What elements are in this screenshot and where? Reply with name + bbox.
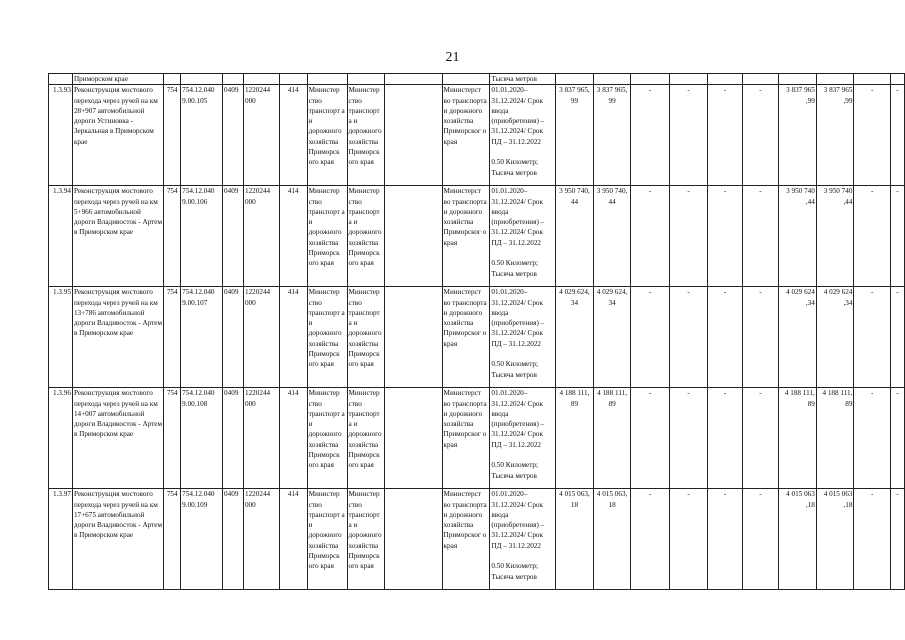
organization-cell: Министерст во транспорта и дорожного хозяйства Приморског о края (442, 489, 490, 590)
amount-cell: 4 015 063 ,18 (816, 489, 854, 590)
amount-cell: 3 837 965 ,99 (779, 85, 817, 186)
organization-cell: Министер ство транспорт а и дорожного хозяйства Приморск ого края (307, 388, 347, 489)
table-row (49, 388, 905, 489)
row-number-cell: 1.3.96 (49, 388, 73, 489)
organization-cell: Министер ство транспорт а и дорожного хозяйства Приморск ого края (347, 85, 385, 186)
dash-cell: - (669, 85, 707, 186)
code-cell: 1220244 000 (243, 287, 279, 388)
code-cell: 0409 (223, 287, 244, 388)
code-cell: 0409 (223, 186, 244, 287)
dash-cell: - (669, 388, 707, 489)
amount-cell: 4 029 624, 34 (593, 287, 631, 388)
organization-cell: Министер ство транспорт а и дорожного хозяйства Приморск ого края (307, 489, 347, 590)
row-number-cell: 1.3.97 (49, 489, 73, 590)
dash-cell: - (890, 85, 904, 186)
code-cell: 414 (279, 186, 307, 287)
amount-cell: 4 188 111, 89 (593, 388, 631, 489)
amount-cell: 4 029 624 ,34 (816, 287, 854, 388)
amount-cell: 4 015 063, 18 (556, 489, 594, 590)
amount-cell: 4 188 111, 89 (816, 388, 854, 489)
object-name-cell: Реконструкция мостового перехода через ручей на км 28+907 автомобильной дороги Устиновка - Зеркальная в Приморском крае (72, 85, 163, 186)
code-cell: 414 (279, 287, 307, 388)
code-cell: 754.12.040 9.00.105 (181, 85, 223, 186)
code-cell: 414 (279, 85, 307, 186)
dash-cell: - (708, 287, 743, 388)
dash-cell: - (854, 489, 890, 590)
object-name-cell: Реконструкция мостового перехода через ручей на км 14+007 автомобильной дороги Владивосток - Артем в Приморском крае (72, 388, 163, 489)
period-cell: 01.01.2020– 31.12.2024/ Срок ввода (приобретения) – 31.12.2024/ Срок ПД – 31.12.2022 0.50 Километр; Тысяча метров (490, 388, 556, 489)
dash-cell: - (631, 186, 669, 287)
dash-cell: - (708, 186, 743, 287)
period-cell: 01.01.2020– 31.12.2024/ Срок ввода (приобретения) – 31.12.2024/ Срок ПД – 31.12.2022 0.50 Километр; Тысяча метров (490, 186, 556, 287)
code-cell: 754 (164, 489, 181, 590)
code-cell: 1220244 000 (243, 85, 279, 186)
table-row (49, 186, 905, 287)
table-row (49, 74, 905, 85)
object-name-cell: Реконструкция мостового перехода через ручей на км 17+675 автомобильной дороги Владивосток - Артем в Приморском крае (72, 489, 163, 590)
amount-cell: 3 837 965, 99 (593, 85, 631, 186)
organization-cell: Министер ство транспорт а и дорожного хозяйства Приморск ого края (307, 85, 347, 186)
organization-cell: Министер ство транспорт а и дорожного хозяйства Приморск ого края (347, 287, 385, 388)
code-cell: 414 (279, 489, 307, 590)
organization-cell: Министер ство транспорт а и дорожного хозяйства Приморск ого края (347, 186, 385, 287)
organization-cell: Министерст во транспорта и дорожного хозяйства Приморског о края (442, 186, 490, 287)
amount-cell: 4 029 624 ,34 (779, 287, 817, 388)
code-cell: 1220244 000 (243, 186, 279, 287)
table-row (49, 85, 905, 186)
organization-cell: Министерст во транспорта и дорожного хозяйства Приморског о края (442, 85, 490, 186)
row-number-cell: 1.3.94 (49, 186, 73, 287)
dash-cell: - (708, 388, 743, 489)
row-number-cell: 1.3.95 (49, 287, 73, 388)
code-cell: 1220244 000 (243, 489, 279, 590)
dash-cell: - (708, 489, 743, 590)
unit-cell: Тысяча метров (490, 74, 556, 85)
object-name-cell: Реконструкция мостового перехода через ручей на км 13+786 автомобильной дороги Владивосток - Артем в Приморском крае (72, 287, 163, 388)
dash-cell: - (890, 287, 904, 388)
budget-table (48, 73, 905, 590)
amount-cell: 3 837 965 ,99 (816, 85, 854, 186)
period-cell: 01.01.2020– 31.12.2024/ Срок ввода (приобретения) – 31.12.2024/ Срок ПД – 31.12.2022 0.50 Километр; Тысяча метров (490, 287, 556, 388)
dash-cell: - (742, 388, 778, 489)
amount-cell: 4 188 111, 89 (556, 388, 594, 489)
code-cell: 754.12.040 9.00.108 (181, 388, 223, 489)
empty-cell (385, 186, 442, 287)
code-cell: 754 (164, 85, 181, 186)
amount-cell: 3 950 740, 44 (593, 186, 631, 287)
dash-cell: - (631, 85, 669, 186)
empty-cell (385, 489, 442, 590)
code-cell: 0409 (223, 85, 244, 186)
dash-cell: - (890, 489, 904, 590)
dash-cell: - (890, 186, 904, 287)
code-cell: 754.12.040 9.00.109 (181, 489, 223, 590)
code-cell: 754 (164, 388, 181, 489)
dash-cell: - (669, 287, 707, 388)
code-cell: 754.12.040 9.00.107 (181, 287, 223, 388)
table-row (49, 287, 905, 388)
dash-cell: - (854, 85, 890, 186)
amount-cell: 4 015 063, 18 (593, 489, 631, 590)
code-cell: 0409 (223, 388, 244, 489)
period-cell: 01.01.2020– 31.12.2024/ Срок ввода (приобретения) – 31.12.2024/ Срок ПД – 31.12.2022 0.50 Километр; Тысяча метров (490, 85, 556, 186)
code-cell: 414 (279, 388, 307, 489)
empty-cell (385, 388, 442, 489)
row-name-cell: Приморском крае (72, 74, 163, 85)
dash-cell: - (708, 85, 743, 186)
amount-cell: 3 950 740 ,44 (816, 186, 854, 287)
row-number-cell: 1.3.93 (49, 85, 73, 186)
organization-cell: Министер ство транспорт а и дорожного хозяйства Приморск ого края (307, 186, 347, 287)
dash-cell: - (669, 489, 707, 590)
code-cell: 754 (164, 186, 181, 287)
page-number: 21 (445, 50, 460, 65)
code-cell: 0409 (223, 489, 244, 590)
amount-cell: 4 015 063 ,18 (779, 489, 817, 590)
amount-cell: 4 029 624, 34 (556, 287, 594, 388)
code-cell: 754 (164, 287, 181, 388)
amount-cell: 3 950 740 ,44 (779, 186, 817, 287)
empty-cell (385, 287, 442, 388)
amount-cell: 3 837 965, 99 (556, 85, 594, 186)
amount-cell: 4 188 111, 89 (779, 388, 817, 489)
code-cell: 1220244 000 (243, 388, 279, 489)
dash-cell: - (631, 489, 669, 590)
organization-cell: Министерст во транспорта и дорожного хозяйства Приморског о края (442, 287, 490, 388)
dash-cell: - (742, 186, 778, 287)
dash-cell: - (742, 287, 778, 388)
dash-cell: - (742, 489, 778, 590)
dash-cell: - (669, 186, 707, 287)
amount-cell: 3 950 740, 44 (556, 186, 594, 287)
dash-cell: - (854, 388, 890, 489)
code-cell: 754.12.040 9.00.106 (181, 186, 223, 287)
dash-cell: - (854, 186, 890, 287)
object-name-cell: Реконструкция мостового перехода через ручей на км 5+966 автомобильной дороги Владивосток - Артем в Приморском крае (72, 186, 163, 287)
organization-cell: Министер ство транспорт а и дорожного хозяйства Приморск ого края (307, 287, 347, 388)
period-cell: 01.01.2020– 31.12.2024/ Срок ввода (приобретения) – 31.12.2024/ Срок ПД – 31.12.2022 0.50 Километр; Тысяча метров (490, 489, 556, 590)
dash-cell: - (890, 388, 904, 489)
dash-cell: - (854, 287, 890, 388)
dash-cell: - (631, 388, 669, 489)
dash-cell: - (742, 85, 778, 186)
organization-cell: Министерст во транспорта и дорожного хозяйства Приморског о края (442, 388, 490, 489)
organization-cell: Министер ство транспорт а и дорожного хозяйства Приморск ого края (347, 489, 385, 590)
dash-cell: - (631, 287, 669, 388)
table-row (49, 489, 905, 590)
empty-cell (385, 85, 442, 186)
organization-cell: Министер ство транспорт а и дорожного хозяйства Приморск ого края (347, 388, 385, 489)
